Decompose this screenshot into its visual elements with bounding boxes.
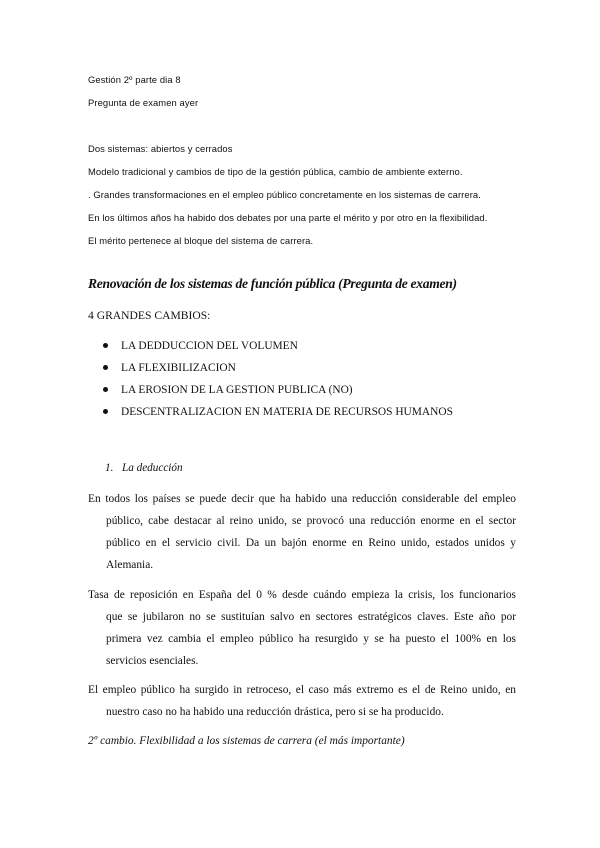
bullet-icon — [103, 387, 108, 392]
list-item — [103, 401, 453, 423]
list-item-label: DESCENTRALIZACION EN MATERIA DE RECURSOS HUMANOS — [121, 406, 453, 418]
section-heading: Renovación de los sistemas de función pública (Pregunta de examen) — [88, 276, 457, 291]
paragraph-line: primera vez cambia el empleo público ha resurgido y se ha puesto el 100% en los — [106, 633, 516, 645]
list-item-label: LA DEDDUCCION DEL VOLUMEN — [121, 340, 298, 352]
list-item-label: LA EROSION DE LA GESTION PUBLICA (NO) — [121, 384, 353, 396]
bullet-icon — [103, 365, 108, 370]
note-line-exam: Pregunta de examen ayer — [88, 97, 199, 108]
paragraph-line: El empleo público ha surgido in retroceso, el caso más extremo es el de Reino unido, en — [88, 684, 516, 696]
bullet-icon — [103, 409, 108, 414]
paragraph-retreat — [88, 679, 516, 723]
list-item-label: LA FLEXIBILIZACION — [121, 362, 236, 374]
paragraph-line: público, cabe destacar al reino unido, se provocó una reducción enorme en el sector — [106, 515, 516, 527]
changes-list — [103, 335, 453, 423]
paragraph-reduction — [88, 488, 516, 576]
note-line-debates: En los últimos años ha habido dos debates por una parte el mérito y por otro en la flexibilidad. — [88, 212, 488, 223]
note-line-model: Modelo tradicional y cambios de tipo de la gestión pública, cambio de ambiente externo. — [88, 166, 463, 177]
paragraph-line: nuestro caso no ha habido una reducción drástica, pero si se ha producido. — [106, 706, 444, 718]
paragraph-line: En todos los países se puede decir que ha habido una reducción considerable del empleo — [88, 493, 516, 505]
second-change-heading: 2º cambio. Flexibilidad a los sistemas de carrera (el más importante) — [88, 735, 405, 747]
paragraph-line: servicios esenciales. — [106, 655, 199, 667]
list-item — [103, 335, 453, 357]
bullet-icon — [103, 343, 108, 348]
note-line-systems: Dos sistemas: abiertos y cerrados — [88, 143, 233, 154]
note-line-title: Gestión 2º parte dia 8 — [88, 74, 181, 85]
subsection-number: 1. — [105, 462, 114, 474]
list-item — [103, 379, 453, 401]
paragraph-line: que se jubilaron no se sustituían salvo en sectores estratégicos claves. Este año por — [106, 611, 516, 623]
subsection-label: La deducción — [122, 462, 183, 474]
note-line-merit: El mérito pertenece al bloque del sistema de carrera. — [88, 235, 314, 246]
note-line-transformations: . Grandes transformaciones en el empleo público concretamente en los sistemas de carrera. — [88, 189, 481, 200]
subsection-title — [105, 462, 183, 474]
changes-subheading: 4 GRANDES CAMBIOS: — [88, 309, 211, 322]
paragraph-replacement-rate — [88, 584, 516, 672]
paragraph-line: público en el servicio civil. Da un bajón enorme en Reino unido, estados unidos y — [106, 537, 516, 549]
paragraph-line: Alemania. — [106, 559, 154, 571]
paragraph-line: Tasa de reposición en España del 0 % desde cuándo empieza la crisis, los funcionarios — [88, 589, 516, 601]
list-item — [103, 357, 453, 379]
